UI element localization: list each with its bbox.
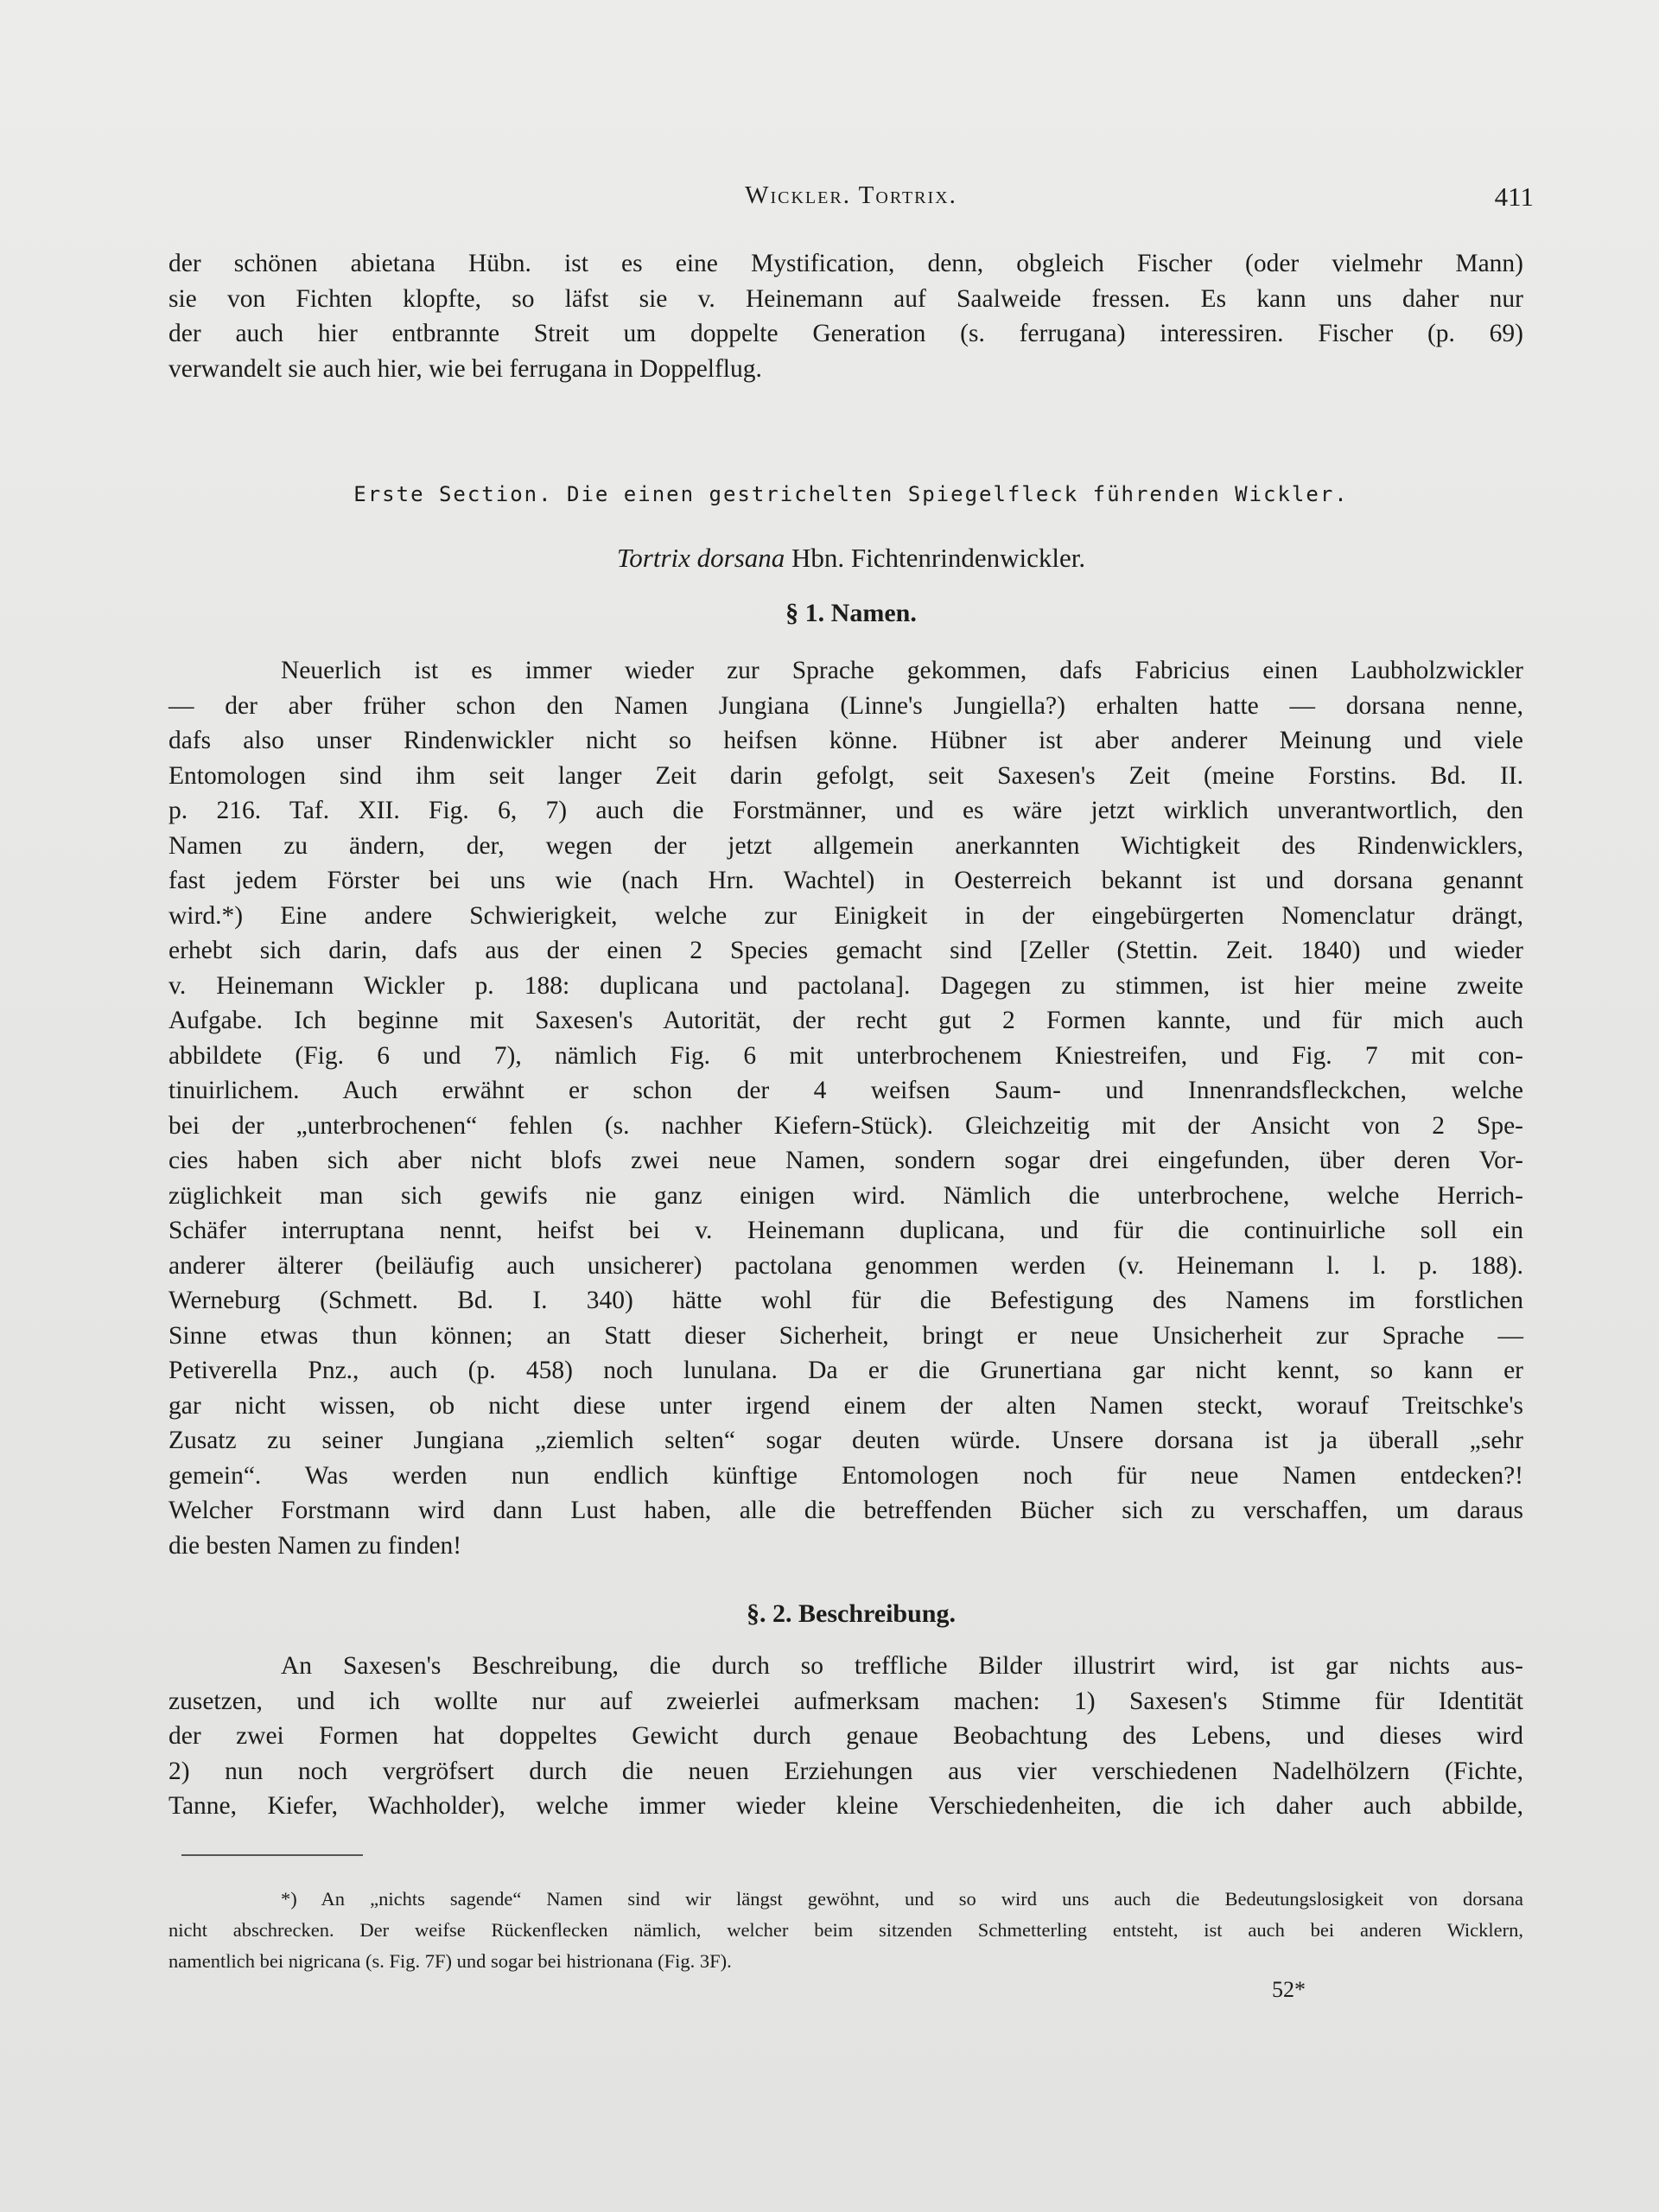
text-line: p. 216. Taf. XII. Fig. 6, 7) auch die Forstmänner, und es wäre jetzt wirklich unverantwortlich, den (168, 797, 1523, 824)
text-line: gemein“. Was werden nun endlich künftige Entomologen noch für neue Namen entdecken?! (168, 1461, 1523, 1490)
text-line: zusetzen, und ich wollte nur auf zweierlei aufmerksam machen: 1) Saxesen's Stimme für Identität (168, 1687, 1523, 1715)
section-1-heading: § 1. Namen. (785, 599, 917, 627)
text-line: Werneburg (Schmett. Bd. I. 340) hätte wohl für die Befestigung des Namens im forstlichen (168, 1287, 1523, 1314)
text-line: sie von Fichten klopfte, so läfst sie v. Heinemann auf Saalweide fressen. Es kann uns daher nur (168, 284, 1523, 313)
text-line: Welcher Forstmann wird dann Lust haben, alle die betreffenden Bücher sich zu verschaffen, um daraus (168, 1497, 1523, 1524)
text-line: v. Heinemann Wickler p. 188: duplicana und pactolana]. Dagegen zu stimmen, ist hier meine zweite (168, 971, 1523, 1000)
page-header (168, 181, 1534, 225)
footnote-divider (181, 1854, 363, 1856)
running-title: Wickler. Tortrix. (745, 181, 957, 209)
text-line: 2) nun noch vergröfsert durch die neuen Erziehungen aus vier verschiedenen Nadelhölzern (Fichte, (168, 1757, 1523, 1785)
text-line: der auch hier entbrannte Streit um doppelte Generation (s. ferrugana) interessiren. Fischer (p. 69) (168, 320, 1523, 347)
text-line: An Saxesen's Beschreibung, die durch so treffliche Bilder illustrirt wird, ist gar nichts aus- (281, 1652, 1523, 1680)
text-line: abbildete (Fig. 6 und 7), nämlich Fig. 6 mit unterbrochenem Kniestreifen, und Fig. 7 mit con- (168, 1041, 1523, 1070)
text-line: gar nicht wissen, ob nicht diese unter irgend einem der alten Namen steckt, worauf Treitschke's (168, 1391, 1523, 1420)
page-number: 411 (1494, 181, 1534, 212)
species-title (168, 543, 1534, 574)
section-2-heading: §. 2. Beschreibung. (747, 1599, 956, 1628)
text-line: anderer älterer (beiläufig auch unsicherer) pactolana genommen werden (v. Heinemann l. l. p. 188). (168, 1251, 1523, 1280)
species-author: Hbn. (791, 543, 845, 573)
text-line: der zwei Formen hat doppeltes Gewicht durch genaue Beobachtung des Lebens, und dieses wird (168, 1722, 1523, 1750)
section-2-body (168, 1649, 1523, 1824)
text-line: erhebt sich darin, dafs aus der einen 2 Species gemacht sind [Zeller (Stettin. Zeit. 1840) und wieder (168, 937, 1523, 964)
species-latin-name: Tortrix dorsana (616, 543, 785, 573)
text-line: züglichkeit man sich gewifs nie ganz einigen wird. Nämlich die unterbrochene, welche Herrich- (168, 1181, 1523, 1210)
footnote-line: *) An „nichts sagende“ Namen sind wir längst gewöhnt, und so wird uns auch die Bedeutungslosigkeit von dorsana (281, 1888, 1523, 1910)
footnote-line: namentlich bei nigricana (s. Fig. 7F) und sogar bei histrionana (Fig. 3F). (168, 1950, 732, 1972)
text-line: Schäfer interruptana nennt, heifst bei v. Heinemann duplicana, und für die continuirliche soll ein (168, 1217, 1523, 1244)
text-line: — der aber früher schon den Namen Jungiana (Linne's Jungiella?) erhalten hatte — dorsana nenne, (168, 691, 1523, 720)
text-line: Namen zu ändern, der, wegen der jetzt allgemein anerkannten Wichtigkeit des Rindenwicklers, (168, 831, 1523, 860)
text-line: Entomologen sind ihm seit langer Zeit darin gefolgt, seit Saxesen's Zeit (meine Forstins. Bd. II. (168, 761, 1523, 790)
text-line: cies haben sich aber nicht blofs zwei neue Namen, sondern sogar drei eingefunden, über deren Vor- (168, 1147, 1523, 1174)
text-line: Petiverella Pnz., auch (p. 458) noch lunulana. Da er die Grunertiana gar nicht kennt, so kann er (168, 1357, 1523, 1384)
printer-signature: 52* (1272, 1977, 1306, 2002)
intro-paragraph (168, 246, 1523, 386)
text-line: fast jedem Förster bei uns wie (nach Hrn. Wachtel) in Oesterreich bekannt ist und dorsana genannt (168, 867, 1523, 894)
text-line: Sinne etwas thun können; an Statt dieser Sicherheit, bringt er neue Unsicherheit zur Sprache — (168, 1321, 1523, 1350)
text-line: Neuerlich ist es immer wieder zur Sprache gekommen, dafs Fabricius einen Laubholzwickler (281, 657, 1523, 684)
text-line: wird.*) Eine andere Schwierigkeit, welche zur Einigkeit in der eingebürgerten Nomenclatur drängt, (168, 901, 1523, 930)
footnote (168, 1884, 1523, 1977)
section-1-body (168, 653, 1523, 1563)
text-line: Tanne, Kiefer, Wachholder), welche immer wieder kleine Verschiedenheiten, die ich daher auch abbilde, (168, 1792, 1523, 1820)
text-line: Zusatz zu seiner Jungiana „ziemlich selten“ sogar deuten würde. Unsere dorsana ist ja überall „sehr (168, 1427, 1523, 1454)
text-line: die besten Namen zu finden! (168, 1531, 462, 1560)
text-line: verwandelt sie auch hier, wie bei ferrugana in Doppelflug. (168, 354, 762, 383)
text-line: Aufgabe. Ich beginne mit Saxesen's Autorität, der recht gut 2 Formen kannte, und für mich auch (168, 1007, 1523, 1034)
section-label: Erste Section. Die einen gestrichelten Spiegelfleck führenden Wickler. (353, 482, 1349, 506)
text-line: tinuirlichem. Auch erwähnt er schon der 4 weifsen Saum- und Innenrandsfleckchen, welche (168, 1077, 1523, 1104)
text-line: der schönen abietana Hübn. ist es eine Mystification, denn, obgleich Fischer (oder vielmehr Mann) (168, 250, 1523, 277)
text-line: bei der „unterbrochenen“ fehlen (s. nachher Kiefern-Stück). Gleichzeitig mit der Ansicht von 2 Spe- (168, 1111, 1523, 1140)
footnote-line: nicht abschrecken. Der weifse Rückenflecken nämlich, welcher beim sitzenden Schmetterling entsteht, ist auch bei anderen Wicklern, (168, 1919, 1523, 1941)
text-line: dafs also unser Rindenwickler nicht so heifsen könne. Hübner ist aber anderer Meinung und viele (168, 727, 1523, 754)
species-common-name: Fichtenrindenwickler. (850, 543, 1086, 573)
